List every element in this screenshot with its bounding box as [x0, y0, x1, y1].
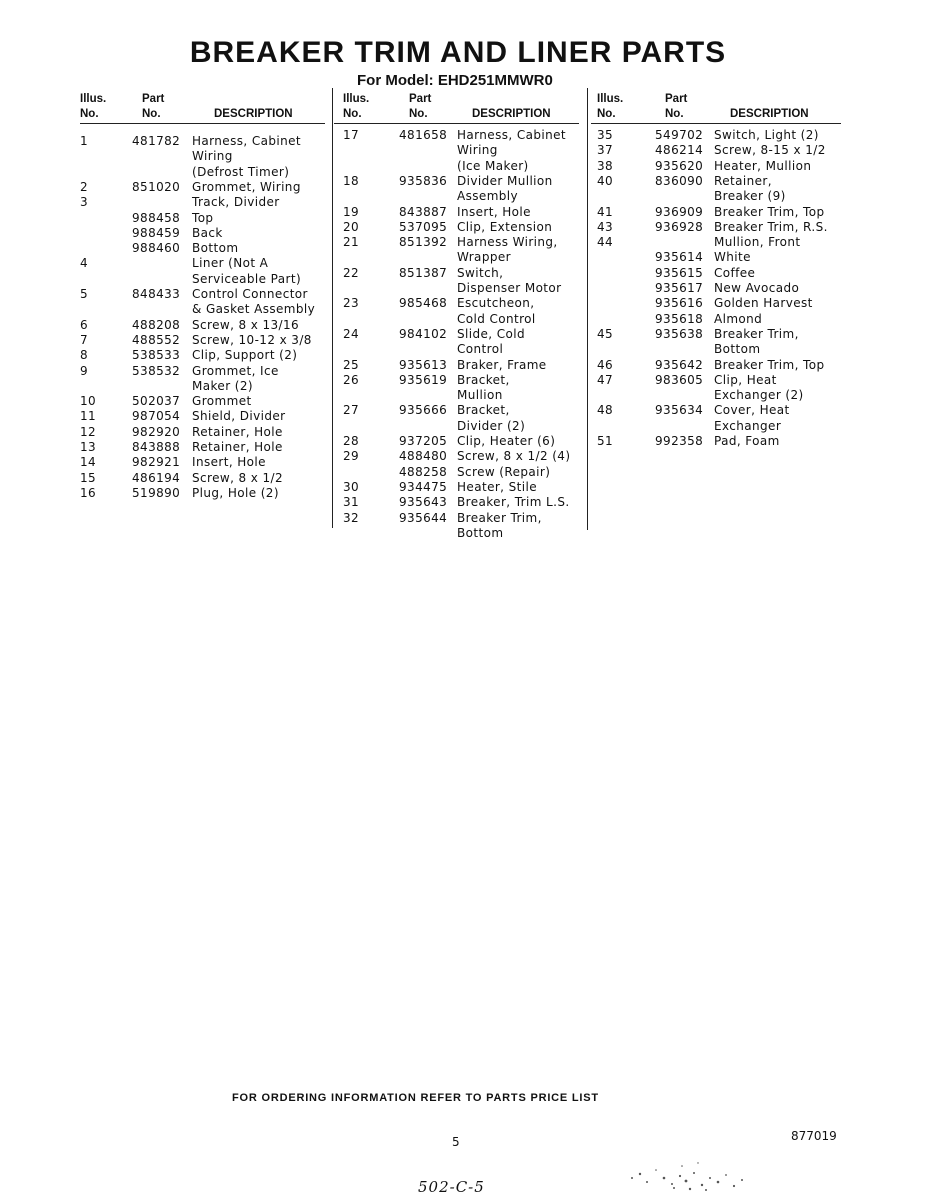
- header-rule: [591, 123, 841, 124]
- part-number: 935634: [655, 403, 704, 418]
- description: Cover, Heat: [714, 403, 790, 418]
- description: Bracket,: [457, 403, 510, 418]
- illus-number: 22: [343, 265, 360, 280]
- description: Grommet, Wiring: [192, 179, 301, 194]
- description: Screw, 8 x 13/16: [192, 317, 300, 332]
- part-number: 537095: [399, 219, 448, 234]
- description: Wrapper: [457, 250, 511, 265]
- illus-number: 12: [80, 424, 97, 439]
- part-number: 502037: [132, 394, 181, 409]
- description: Mullion: [457, 388, 503, 403]
- description: Cold Control: [457, 311, 536, 326]
- part-number: 987054: [132, 409, 181, 424]
- description: (Ice Maker): [457, 158, 529, 173]
- part-number: 538532: [132, 363, 181, 378]
- illus-number: 6: [80, 317, 89, 332]
- part-number: 851387: [399, 265, 448, 280]
- part-number: 988458: [132, 210, 181, 225]
- illus-number: 37: [597, 143, 614, 158]
- description: Exchanger: [714, 418, 782, 433]
- description: Plug, Hole (2): [192, 485, 279, 500]
- part-number: 983605: [655, 372, 704, 387]
- part-number: 992358: [655, 434, 704, 448]
- ordering-note: FOR ORDERING INFORMATION REFER TO PARTS PRICE LIST: [232, 1092, 599, 1104]
- part-number: 935618: [655, 311, 704, 326]
- illus-number: 48: [597, 403, 614, 418]
- description-header: DESCRIPTION: [214, 108, 293, 120]
- part-number: 851392: [399, 235, 448, 250]
- description: Heater, Stile: [457, 479, 537, 494]
- description: Bracket,: [457, 372, 510, 387]
- description: Screw, 8 x 1/2 (4): [457, 449, 571, 464]
- description: Harness Wiring,: [457, 235, 558, 250]
- illus-number: 21: [343, 235, 360, 250]
- part-number: 935666: [399, 403, 448, 418]
- model-subtitle: For Model: EHD251MMWR0: [357, 72, 553, 89]
- part-number: 988460: [132, 241, 181, 256]
- description: Clip, Heater (6): [457, 434, 556, 448]
- description: Breaker Trim,: [457, 510, 542, 525]
- description: Back: [192, 225, 223, 240]
- part-number: 935615: [655, 265, 704, 280]
- description: Retainer,: [714, 173, 772, 188]
- column-divider: [332, 88, 333, 528]
- description: Shield, Divider: [192, 409, 286, 424]
- description: Coffee: [714, 265, 756, 280]
- part-number: 935620: [655, 158, 704, 173]
- illus-number: 3: [80, 195, 89, 210]
- illus-header: No.: [80, 108, 99, 120]
- illus-number: 7: [80, 332, 89, 347]
- description: Dispenser Motor: [457, 281, 562, 295]
- illus-number: 1: [80, 134, 89, 148]
- part-number: 937205: [399, 434, 448, 448]
- page-title: BREAKER TRIM AND LINER PARTS: [189, 36, 727, 69]
- part-number: 486214: [655, 143, 704, 158]
- illus-number: 25: [343, 357, 360, 372]
- illus-header: Illus.: [597, 93, 624, 105]
- description: Wiring: [192, 149, 233, 164]
- description: Escutcheon,: [457, 296, 535, 311]
- description: Golden Harvest: [714, 296, 813, 311]
- illus-number: 23: [343, 296, 360, 311]
- illus-number: 8: [80, 348, 89, 363]
- part-header: No.: [142, 108, 161, 120]
- page-number: 5: [452, 1135, 460, 1149]
- illus-number: 40: [597, 173, 614, 188]
- description: Braker, Frame: [457, 357, 547, 372]
- description: Breaker Trim, Top: [714, 357, 825, 372]
- illus-number: 44: [597, 235, 614, 250]
- description: Retainer, Hole: [192, 424, 283, 439]
- illus-number: 13: [80, 440, 97, 454]
- illus-number: 10: [80, 394, 97, 409]
- description: Top: [192, 210, 214, 225]
- illus-number: 28: [343, 434, 360, 448]
- illus-number: 24: [343, 326, 360, 341]
- description: Bottom: [192, 241, 239, 256]
- description: Screw (Repair): [457, 464, 551, 479]
- illus-number: 38: [597, 158, 614, 173]
- part-number: 935642: [655, 357, 704, 372]
- illus-number: 2: [80, 179, 89, 194]
- part-number: 481782: [132, 134, 181, 148]
- description: Liner (Not A: [192, 256, 269, 271]
- part-number: 935613: [399, 357, 448, 372]
- part-number: 982921: [132, 455, 181, 470]
- part-number: 836090: [655, 173, 704, 188]
- illus-number: 17: [343, 128, 360, 142]
- scan-noise-stamp: [612, 1148, 772, 1194]
- illus-number: 20: [343, 219, 360, 234]
- illus-number: 16: [80, 485, 97, 500]
- part-header: No.: [409, 108, 428, 120]
- part-number: 936909: [655, 204, 704, 219]
- part-number: 935836: [399, 173, 448, 188]
- description: Clip, Extension: [457, 219, 553, 234]
- description: & Gasket Assembly: [192, 302, 316, 317]
- part-header: Part: [665, 93, 688, 105]
- description: Bottom: [714, 342, 761, 357]
- illus-number: 19: [343, 204, 360, 219]
- part-number: 935617: [655, 281, 704, 295]
- illus-number: 11: [80, 409, 97, 424]
- part-number: 936928: [655, 219, 704, 234]
- description: Divider Mullion: [457, 173, 553, 188]
- illus-number: 15: [80, 470, 97, 485]
- handwritten-note: 502-C-5: [418, 1178, 485, 1196]
- part-number: 988459: [132, 225, 181, 240]
- illus-header: Illus.: [80, 93, 107, 105]
- part-number: 935614: [655, 250, 704, 265]
- illus-number: 30: [343, 479, 360, 494]
- description: Bottom: [457, 525, 504, 540]
- header-rule: [80, 123, 325, 124]
- illus-number: 27: [343, 403, 360, 418]
- part-number: 848433: [132, 287, 181, 301]
- description: Harness, Cabinet: [457, 128, 566, 142]
- description: Grommet, Ice: [192, 363, 279, 378]
- description: Mullion, Front: [714, 235, 801, 250]
- description: Screw, 8 x 1/2: [192, 470, 283, 485]
- description: Pad, Foam: [714, 434, 780, 448]
- description: Screw, 8-15 x 1/2: [714, 143, 826, 158]
- description: Exchanger (2): [714, 388, 804, 403]
- illus-number: 43: [597, 219, 614, 234]
- description: Breaker Trim,: [714, 326, 799, 341]
- part-number: 851020: [132, 179, 181, 194]
- description: (Defrost Timer): [192, 164, 290, 179]
- part-number: 935644: [399, 510, 448, 525]
- part-number: 984102: [399, 326, 448, 341]
- illus-number: 4: [80, 256, 89, 271]
- part-number: 538533: [132, 348, 181, 363]
- description: Switch, Light (2): [714, 128, 819, 142]
- part-number: 488258: [399, 464, 448, 479]
- part-number: 488208: [132, 317, 181, 332]
- illus-number: 18: [343, 173, 360, 188]
- description: Clip, Heat: [714, 372, 777, 387]
- illus-number: 45: [597, 326, 614, 341]
- part-number: 982920: [132, 424, 181, 439]
- description: White: [714, 250, 751, 265]
- description: Breaker, Trim L.S.: [457, 495, 570, 510]
- part-number: 488552: [132, 332, 181, 347]
- illus-number: 46: [597, 357, 614, 372]
- illus-number: 32: [343, 510, 360, 525]
- part-number: 519890: [132, 485, 181, 500]
- part-header: No.: [665, 108, 684, 120]
- illus-header: Illus.: [343, 93, 370, 105]
- part-number: 843888: [132, 440, 181, 454]
- description-header: DESCRIPTION: [472, 108, 551, 120]
- part-number: 935616: [655, 296, 704, 311]
- part-number: 549702: [655, 128, 704, 142]
- description: Track, Divider: [192, 195, 280, 210]
- description: Divider (2): [457, 418, 526, 433]
- description: Control Connector: [192, 287, 308, 301]
- document-number: 877019: [791, 1129, 837, 1143]
- description: Breaker (9): [714, 189, 786, 204]
- illus-number: 41: [597, 204, 614, 219]
- description: Wiring: [457, 143, 498, 158]
- description: Slide, Cold: [457, 326, 525, 341]
- part-header: Part: [409, 93, 432, 105]
- description: Serviceable Part): [192, 271, 302, 286]
- illus-number: 29: [343, 449, 360, 464]
- description-header: DESCRIPTION: [730, 108, 809, 120]
- description: Harness, Cabinet: [192, 134, 301, 148]
- description: New Avocado: [714, 281, 800, 295]
- part-number: 843887: [399, 204, 448, 219]
- description: Maker (2): [192, 378, 253, 393]
- part-number: 934475: [399, 479, 448, 494]
- part-number: 481658: [399, 128, 448, 142]
- part-number: 935619: [399, 372, 448, 387]
- part-number: 488480: [399, 449, 448, 464]
- description: Screw, 10-12 x 3/8: [192, 332, 312, 347]
- description: Assembly: [457, 189, 519, 204]
- description: Heater, Mullion: [714, 158, 812, 173]
- illus-number: 26: [343, 372, 360, 387]
- header-rule: [334, 123, 579, 124]
- part-number: 985468: [399, 296, 448, 311]
- illus-number: 9: [80, 363, 89, 378]
- description: Grommet: [192, 394, 252, 409]
- part-header: Part: [142, 93, 165, 105]
- description: Breaker Trim, R.S.: [714, 219, 828, 234]
- description: Breaker Trim, Top: [714, 204, 825, 219]
- description: Control: [457, 342, 504, 357]
- illus-number: 14: [80, 455, 97, 470]
- description: Almond: [714, 311, 763, 326]
- part-number: 935643: [399, 495, 448, 510]
- part-number: 935638: [655, 326, 704, 341]
- illus-number: 47: [597, 372, 614, 387]
- description: Clip, Support (2): [192, 348, 298, 363]
- part-number: 486194: [132, 470, 181, 485]
- description: Switch,: [457, 265, 504, 280]
- illus-number: 51: [597, 434, 614, 448]
- illus-number: 35: [597, 128, 614, 142]
- illus-header: No.: [343, 108, 362, 120]
- illus-number: 31: [343, 495, 360, 510]
- description: Insert, Hole: [192, 455, 266, 470]
- illus-header: No.: [597, 108, 616, 120]
- description: Retainer, Hole: [192, 440, 283, 454]
- column-divider: [587, 88, 588, 530]
- illus-number: 5: [80, 287, 89, 301]
- description: Insert, Hole: [457, 204, 531, 219]
